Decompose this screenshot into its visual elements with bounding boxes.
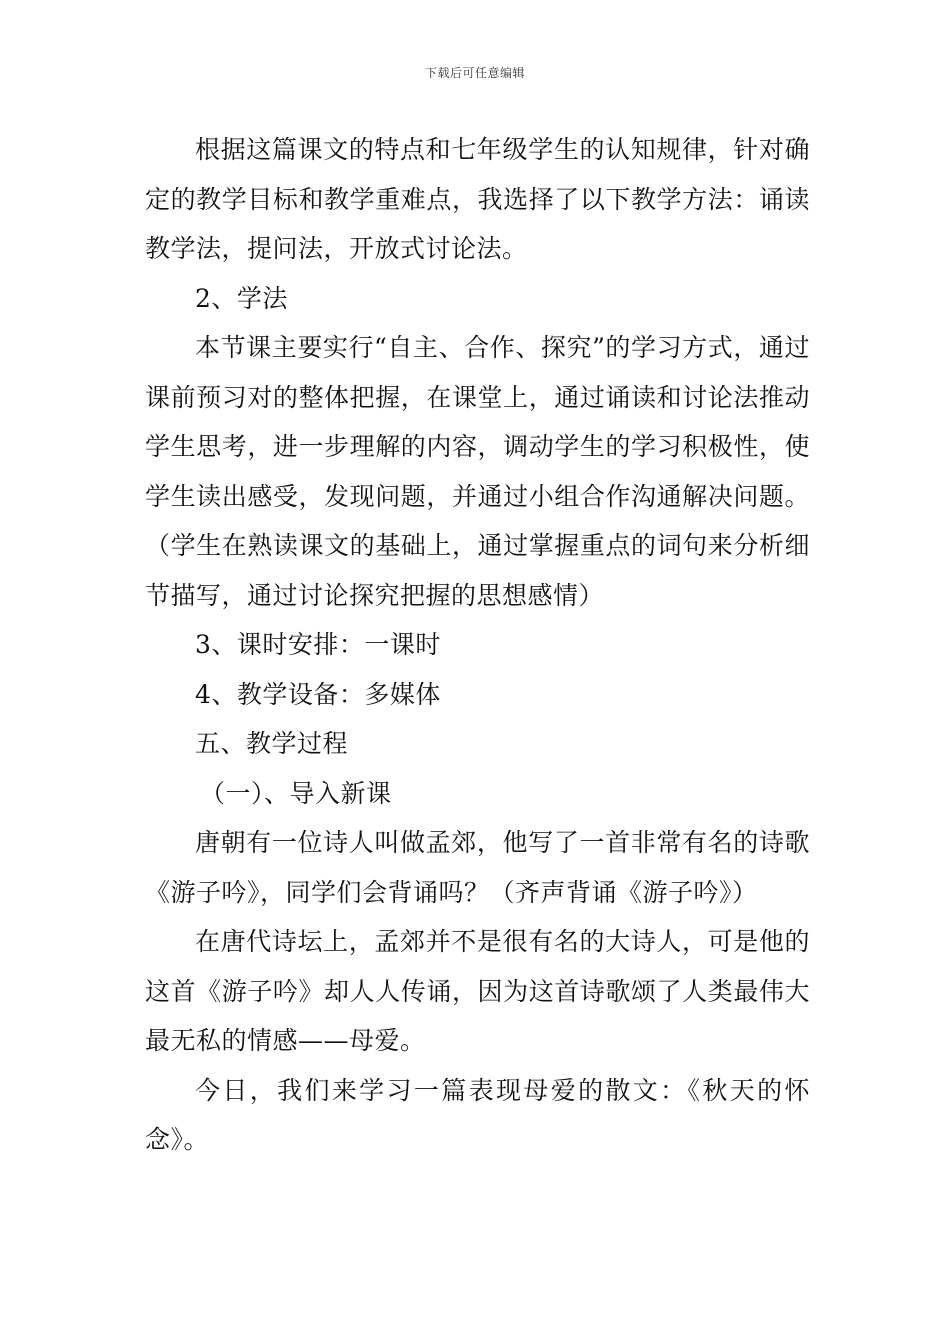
document-body <box>145 125 810 1165</box>
section-heading-introduction: （一）、导入新课 <box>200 778 392 808</box>
section-heading-class-hours: 3、课时安排：一课时 <box>195 630 441 659</box>
paragraph-teaching-methods: 根据这篇课文的特点和七年级学生的认知规律，针对确定的教学目标和教学重难点，我选择了以下教学方法：诵读教学法，提问法，开放式讨论法。 <box>145 135 810 263</box>
section-heading-equipment: 4、教学设备：多媒体 <box>195 679 441 709</box>
paragraph-today-lesson: 今日，我们来学习一篇表现母爱的散文：《秋天的怀念》。 <box>145 1075 810 1154</box>
section-heading-learning-method: 2、学法 <box>195 283 288 313</box>
paragraph-learning-method: 本节课主要实行“自主、合作、探究”的学习方式，通过课前预习对的整体把握，在课堂上，通过诵读和讨论法推动学生思考，进一步理解的内容，调动学生的学习积极性，使学生读出感受，发现问题，并通过小组合作沟通解决问题。（学生在熟读课文的基础上，通过掌握重点的词句来分析细节描写，通过讨论探究把握的思想感情） <box>145 333 810 610</box>
paragraph-youziyin: 在唐代诗坛上，孟郊并不是很有名的大诗人，可是他的这首《游子吟》却人人传诵，因为这首诗歌颂了人类最伟大最无私的情感——母爱。 <box>145 927 810 1055</box>
page-header-note: 下载后可任意编辑 <box>424 66 525 80</box>
paragraph-poet-mengjiao: 唐朝有一位诗人叫做孟郊，他写了一首非常有名的诗歌《游子吟》，同学们会背诵吗？（齐声背诵《游子吟》） <box>145 828 810 907</box>
section-heading-teaching-process: 五、教学过程 <box>195 729 349 758</box>
